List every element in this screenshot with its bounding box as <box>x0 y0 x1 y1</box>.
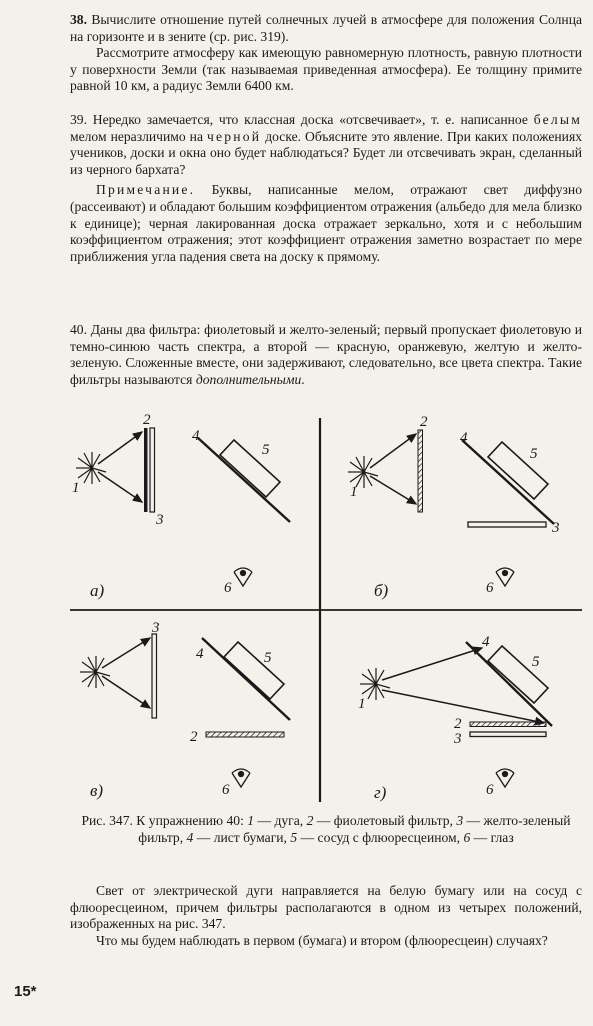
caption-text: — сосуд с флюоресцеином, <box>297 829 464 845</box>
figure-347 <box>62 410 586 805</box>
label-paper: 4 <box>482 634 490 650</box>
eye-icon <box>232 769 250 787</box>
label-violet-filter: 2 <box>190 729 198 745</box>
label-paper: 4 <box>460 430 468 446</box>
label-violet-filter: 2 <box>420 414 428 430</box>
eye-icon <box>496 568 514 586</box>
violet-filter <box>418 430 423 512</box>
label-yellow-green-filter: 3 <box>156 512 164 528</box>
label-paper: 4 <box>196 646 204 662</box>
label-vessel: 5 <box>532 654 540 670</box>
paper-sheet <box>198 438 290 522</box>
panel-v <box>80 620 290 800</box>
problem-39-number: 39. <box>70 112 87 127</box>
problem-40-text: Даны два фильтра: фиолетовый и желто-зеленый; первый пропускает фиолетовую и темно-синюю часть спектра, а второй — красную, оранжевую, желтую и желто-зеленую. Сложенные вместе, они задерживают, следовательно, все цвета спектра. Такие фильтры называются <box>70 322 582 387</box>
panel-b <box>348 414 560 600</box>
panel-a <box>72 412 290 600</box>
panel-label-g: г) <box>374 783 387 802</box>
problem-38-hint: Рассмотрите атмосферу как имеющую равномерную плотность, равную плотности у поверхности Земли (так называемая приведенная атмосфера). Ее толщину примите равной 10 км, а радиус Земли 6400 км. <box>70 45 582 94</box>
label-arc: 1 <box>72 480 80 496</box>
label-yellow-green-filter: 3 <box>552 520 560 536</box>
problem-39-text-1: Нередко замечается, что классная доска «отсвечивает», т. е. написанное <box>87 112 534 127</box>
label-arc: 1 <box>350 484 358 500</box>
caption-text: — желто-зеленый фильтр, <box>138 813 571 845</box>
caption-text: — глаз <box>470 829 514 845</box>
problem-40-setup: Свет от электрической дуги направляется на белую бумагу или на сосуд с флюоресцеином, причем фильтры располагаются в одном из четырех положений, изображенных на рис. 347. <box>70 883 582 932</box>
label-eye: 6 <box>486 782 494 798</box>
problem-40-text-end: . <box>301 371 305 387</box>
label-vessel: 5 <box>264 650 272 666</box>
yellow-green-filter <box>152 634 157 718</box>
fluorescein-vessel <box>224 642 284 699</box>
page-number: 15* <box>14 983 37 1000</box>
label-violet-filter: 2 <box>454 716 462 732</box>
eye-icon <box>234 568 252 586</box>
note-text: Буквы, написанные мелом, отражают свет диффузно (рассеивают) и обладают большим коэффициентом отражения (альбедо для мела близко к единице); черная лакированная доска отражает зеркально, хотя и с небольшим коэффициентом отражения; этот коэффициент отражения заметно возрастает по мере приближения угла падения света на доску к прямому. <box>70 182 582 264</box>
term-complementary: дополнительными <box>195 371 302 387</box>
problem-40 <box>70 322 582 388</box>
label-paper: 4 <box>192 428 200 444</box>
label-eye: 6 <box>224 580 232 596</box>
yellow-green-filter <box>150 428 155 512</box>
problem-39 <box>70 112 582 265</box>
label-vessel: 5 <box>530 446 538 462</box>
caption-number: 1 <box>247 813 255 828</box>
label-yellow-green-filter: 3 <box>454 731 462 747</box>
note-label: Примечание. <box>96 182 196 198</box>
label-vessel: 5 <box>262 442 270 458</box>
figure-caption <box>70 813 582 846</box>
caption-text: — лист бумаги, <box>193 829 291 845</box>
yellow-green-filter <box>468 522 546 527</box>
panel-label-v: в) <box>90 781 104 800</box>
label-arc: 1 <box>358 696 366 712</box>
problem-40-number: 40. <box>70 322 87 337</box>
violet-filter <box>144 428 148 512</box>
problem-38-number: 38. <box>70 12 87 27</box>
label-violet-filter: 2 <box>143 412 151 428</box>
caption-text: — фиолетовый фильтр, <box>313 813 457 828</box>
panel-g <box>358 634 552 802</box>
label-yellow-green-filter: 3 <box>152 620 160 636</box>
caption-prefix: Рис. 347. К упражнению 40: <box>81 813 248 828</box>
caption-text: — дуга, <box>254 813 307 828</box>
problem-39-text-2: мелом неразличимо на <box>70 128 207 144</box>
paper-sheet <box>462 440 554 524</box>
problem-39-text-3: доске. Объясните это явление. При каких положениях учеников, доски и окна оно будет наблюдаться? Будет ли отсвечивать экран, сделанный из черного бархата? <box>70 128 582 177</box>
caption-number: 4 <box>186 829 194 845</box>
problem-38-text: Вычислите отношение путей солнечных лучей в атмосфере для положения Солнца на горизонте и в зените (ср. рис. 319). <box>70 12 582 44</box>
word-white: белым <box>533 112 582 127</box>
word-black: черной <box>207 128 262 144</box>
arc-icon <box>80 656 110 688</box>
figure-347-diagram <box>62 410 586 805</box>
problem-38 <box>70 12 582 95</box>
eye-icon <box>496 769 514 787</box>
violet-filter <box>206 732 284 737</box>
caption-number: 6 <box>463 829 471 845</box>
caption-number: 5 <box>290 829 298 845</box>
arc-icon <box>76 452 106 484</box>
problem-40-continuation <box>70 883 582 949</box>
caption-number: 2 <box>306 813 314 828</box>
label-eye: 6 <box>486 580 494 596</box>
yellow-green-filter <box>470 732 546 737</box>
label-eye: 6 <box>222 782 230 798</box>
panel-label-b: б) <box>374 581 389 600</box>
panel-label-a: а) <box>90 581 105 600</box>
problem-40-question: Что мы будем наблюдать в первом (бумага) и втором (флюоресцеин) случаях? <box>96 932 548 948</box>
caption-number: 3 <box>456 813 464 828</box>
fluorescein-vessel <box>220 440 280 497</box>
violet-filter <box>470 722 546 727</box>
